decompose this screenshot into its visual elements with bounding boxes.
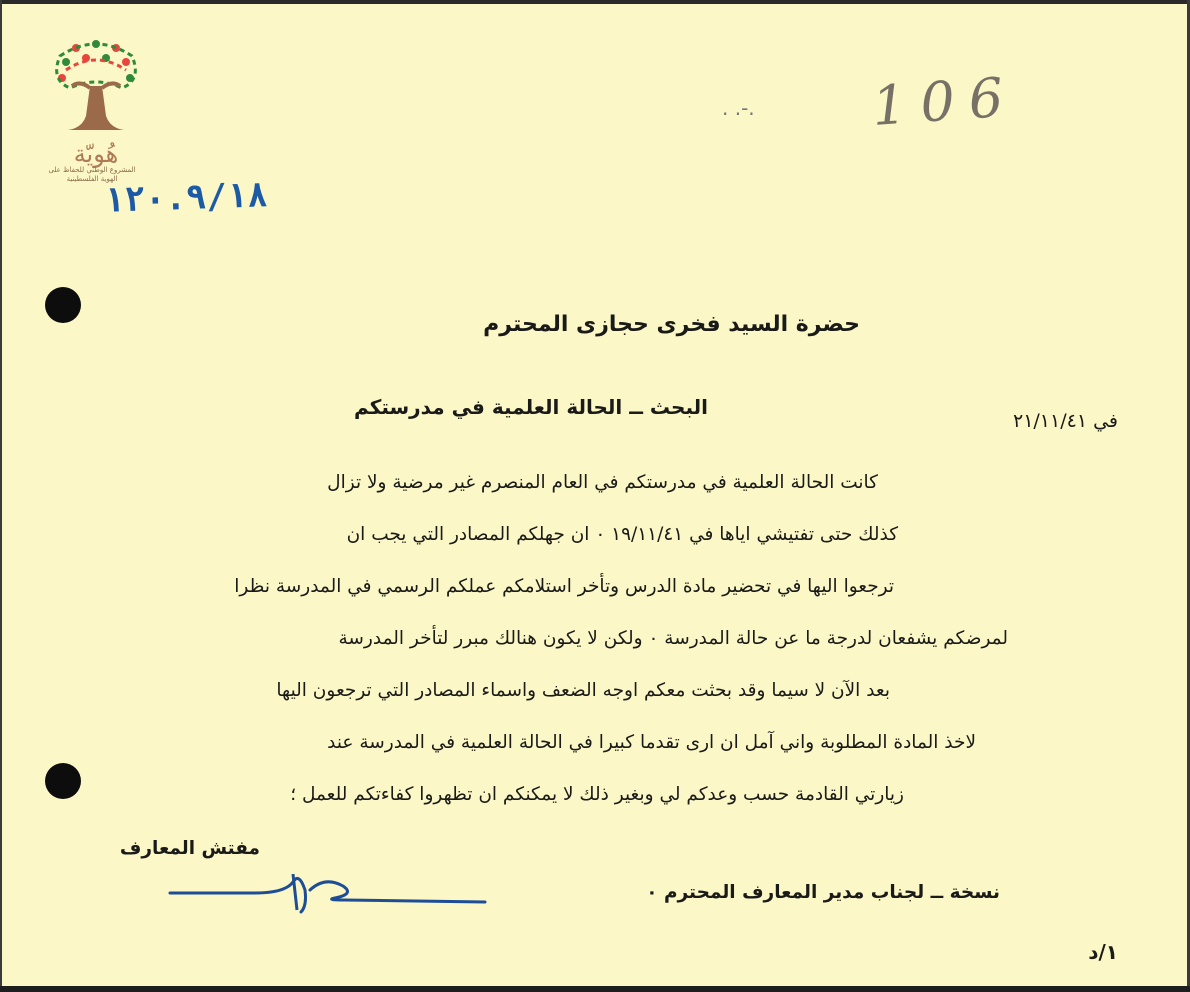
archive-date-stamp: ١٢٠.٩/١٨ [103,175,269,221]
body-line-7: زيارتي القادمة حسب وعدكم لي وبغير ذلك لا يمكنكم ان تظهروا كفاءتكم للعمل ؛ [290,784,904,805]
logo-tree-trunk-icon [68,83,124,130]
logo-caption: المشروع الوطني للحفاظ على الهوية الفلسطينية [48,166,136,183]
punch-hole-top [45,287,81,323]
pencil-marks: . .-. [722,96,755,120]
body-line-5: بعد الآن لا سيما وقد بحثت معكم اوجه الضعف واسماء المصادر التي ترجعون اليها [276,680,890,701]
punch-hole-bottom [45,763,81,799]
reference-code: ١/د [1088,940,1118,964]
body-line-2: كذلك حتى تفتيشي اياها في ١٩/١١/٤١ ٠ ان جهلكم المصادر التي يجب ان [346,524,898,545]
letter-date: في ٢١/١١/٤١ [1012,410,1118,432]
body-line-1: كانت الحالة العلمية في مدرستكم في العام المنصرم غير مرضية ولا تزال [327,472,878,493]
logo-people-icon [57,40,136,88]
scan-edge-top [0,0,1190,4]
subject-line: البحث ــ الحالة العلمية في مدرستكم [354,395,708,419]
copy-to-line: نسخة ــ لجناب مدير المعارف المحترم ٠ [646,882,1000,903]
addressee: حضرة السيد فخرى حجازى المحترم [483,312,860,337]
body-line-6: لاخذ المادة المطلوبة واني آمل ان ارى تقدما كبيرا في الحالة العلمية في المدرسة عند [327,732,976,753]
signatory-title: مفتش المعارف [119,838,260,859]
body-line-4: لمرضكم يشفعان لدرجة ما عن حالة المدرسة ٠ ولكن لا يكون هنالك مبرر لتأخر المدرسة [338,628,1008,649]
scan-edge-left [0,0,2,992]
archive-number: 106 [869,65,1020,138]
scan-edge-bottom [0,986,1190,992]
body-line-3: ترجعوا اليها في تحضير مادة الدرس وتأخر استلامكم عملكم الرسمي في المدرسة نظرا [234,576,894,597]
handwritten-signature [165,860,495,920]
logo-text: هُويّة [73,140,119,168]
